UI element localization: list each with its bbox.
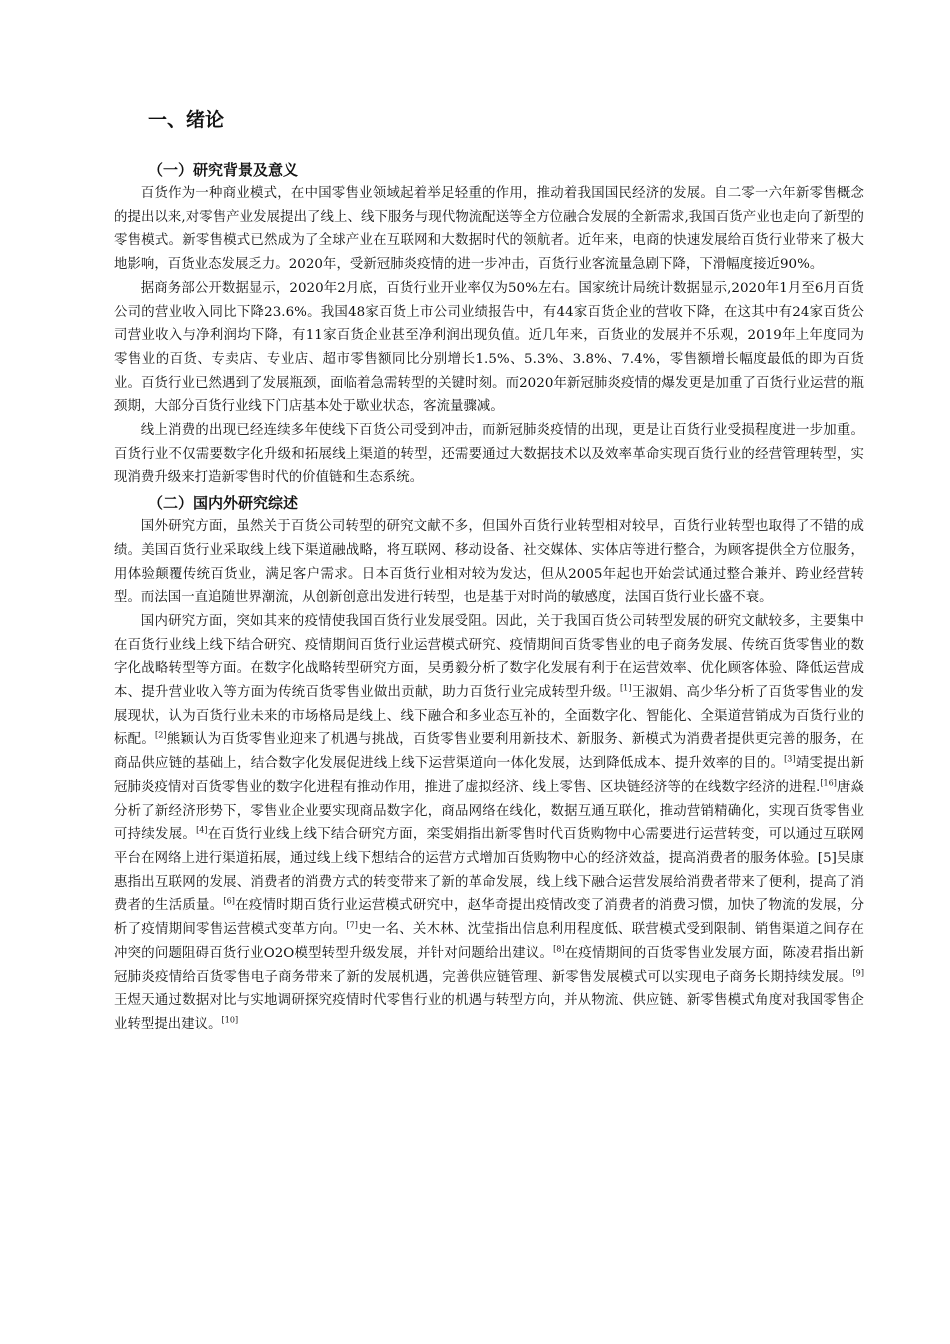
citation-ref: [16] — [820, 778, 837, 788]
page-content — [114, 106, 864, 1037]
paragraph — [114, 610, 864, 1037]
paragraph: 国外研究方面，虽然关于百货公司转型的研究文献不多，但国外百货行业转型相对较早，百货行业转型也取得了不错的成绩。美国百货行业采取线上线下渠道融战略，将互联网、移动设备、社交媒体、实体店等进行整合，为顾客提供全方位服务，用体验颠覆传统百货业，满足客户需求。日本百货行业相对较为发达，但从2005年起也开始尝试通过整合兼并、跨业经营转型。而法国一直追随世界潮流，从创新创意出发进行转型，也是基于对时尚的敏感度，法国百货行业长盛不衰。 — [114, 519, 864, 606]
citation-ref: [2] — [155, 731, 167, 740]
citation-ref: [7] — [346, 920, 358, 930]
section-heading-background: （一）研究背景及意义 — [148, 161, 299, 179]
paragraph-text: 唐焱分析了新经济形势下，零售业企业要实现商品数字化，商品网络在线化，数据互通互联化，推动营销精确化，实现百货零售业可持续发展。 — [114, 779, 864, 843]
citation-ref: [4] — [196, 825, 208, 835]
paragraph-text: 熊颖认为百货零售业迎来了机遇与挑战，百货零售业要利用新技术、新服务、新模式为消费者提供更完善的服务，在商品供应链的基础上，结合数字化发展促进线上线下运营渠道向一体化发展，达到降低成本、提升效率的目的。 — [114, 732, 864, 772]
citation-ref: [6] — [223, 896, 235, 906]
section-heading-literature-review: （二）国内外研究综述 — [148, 494, 299, 513]
paragraph: 百货作为一种商业模式，在中国零售业领域起着举足轻重的作用，推动着我国国民经济的发展。自二零一六年新零售概念的提出以来,对零售产业发展提出了线上、线下服务与现代物流配送等全方位融合发展的全新需求,我国百货产业也走向了新型的零售模式。新零售模式已然成为了全球产业在互联网和大数据时代的领航者。近年来，电商的快速发展给百货行业带来了极大地影响，百货业态发展乏力。2020年，受新冠肺炎疫情的进一步冲击，百货行业客流量急剧下降，下滑幅度接近90%。 — [114, 186, 864, 273]
citation-ref: [8] — [553, 944, 565, 954]
paragraph-text: 在疫情时期百货行业运营模式研究中，赵华奇提出疫情改变了消费者的消费习惯，加快了物流的发展，分析了疫情期间零售运营模式变革方向。 — [114, 898, 865, 938]
paragraph: 线上消费的出现已经连续多年使线下百货公司受到冲击，而新冠肺炎疫情的出现，更是让百货行业受损程度进一步加重。百货行业不仅需要数字化升级和拓展线上渠道的转型，还需要通过大数据技术以及效率革命实现百货行业的经营管理转型，实现消费升级来打造新零售时代的价值链和生态系统。 — [114, 423, 864, 486]
paragraph-text: 在百货行业线上线下结合研究方面，栾雯娟指出新零售时代百货购物中心需要进行运营转变，可以通过互联网平台在网络上进行渠道拓展，通过线上线下想结合的运营方式增加百货购物中心的经济效益，提高消费者的服务体验。[5]吴康惠指出互联网的发展、消费者的消费方式的转变带来了新的革命发展，线上线下融合运营发展给消费者带来了便利，提高了消费者的生活质量。 — [114, 827, 864, 914]
paragraph-text: 靖雯提出新冠肺炎疫情对百货零售业的数字化进程有推动作用，推进了虚拟经济、线上零售、区块链经济等的在线数字经济的进程. — [114, 756, 865, 795]
citation-ref: [10] — [221, 1015, 239, 1025]
paragraph-text: 国内研究方面，突如其来的疫情使我国百货行业发展受阻。因此，关于我国百货公司转型发展的研究文献较多，主要集中在百货行业线上线下结合研究、疫情期间百货行业运营模式研究、疫情期间百货零售业的电子商务发展、传统百货零售业的数字化战略转型等方面。在数字化战略转型研究方面，吴勇毅分析了数字化发展有利于在运营效率、优化顾客体验、降低运营成本、提升营业收入等方面为传统百货零售业做出贡献，助力百货行业完成转型升级。 — [114, 613, 864, 701]
citation-ref: [1] — [620, 683, 632, 693]
paragraph: 据商务部公开数据显示，2020年2月底，百货行业开业率仅为50%左右。国家统计局统计数据显示,2020年1月至6月百货公司的营业收入同比下降23.6%。我国48家百货上市公司业绩报告中，有44家百货企业的营收下降，在这其中有24家百货公司营业收入与净利润均下降，有11家百货企业甚至净利润出现负值。近几年来，百货业的发展并不乐观，2019年上年度同为零售业的百货、专卖店、专业店、超市零售额同比分别增长1.5%、5.3%、3.8%、7.4%，零售额增长幅度最低的即为百货业。百货行业已然遇到了发展瓶颈，面临着急需转型的关键时刻。而2020年新冠肺炎疫情的爆发更是加重了百货行业运营的瓶颈期，大部分百货行业线下门店基本处于歇业状态，客流量骤减。 — [114, 280, 864, 415]
paragraph-text: 史一名、关木林、沈莹指出信息利用程度低、联营模式受到限制、销售渠道之间存在冲突的问题阻碍百货行业O2O模型转型升级发展，并针对问题给出建议。 — [114, 922, 864, 961]
citation-ref: [3] — [784, 754, 796, 764]
chapter-title: 一、绪论 — [148, 109, 225, 131]
paragraph-text: 王煜天通过数据对比与实地调研探究疫情时代零售行业的机遇与转型方向，并从物流、供应链、新零售模式角度对我国零售企业转型提出建议。 — [114, 993, 864, 1032]
paragraph-text: 在疫情期间的百货零售业发展方面，陈凌君指出新冠肺炎疫情给百货零售电子商务带来了新的发展机遇，完善供应链管理、新零售发展模式可以实现电子商务长期持续发展。 — [114, 945, 864, 985]
citation-ref: [9] — [852, 968, 864, 978]
paragraph-text: 王淑娟、高少华分析了百货零售业的发展现状，认为百货行业未来的市场格局是线上、线下融合和多业态互补的，全面数字化、智能化、全渠道营销成为百货行业的标配。 — [114, 685, 864, 748]
